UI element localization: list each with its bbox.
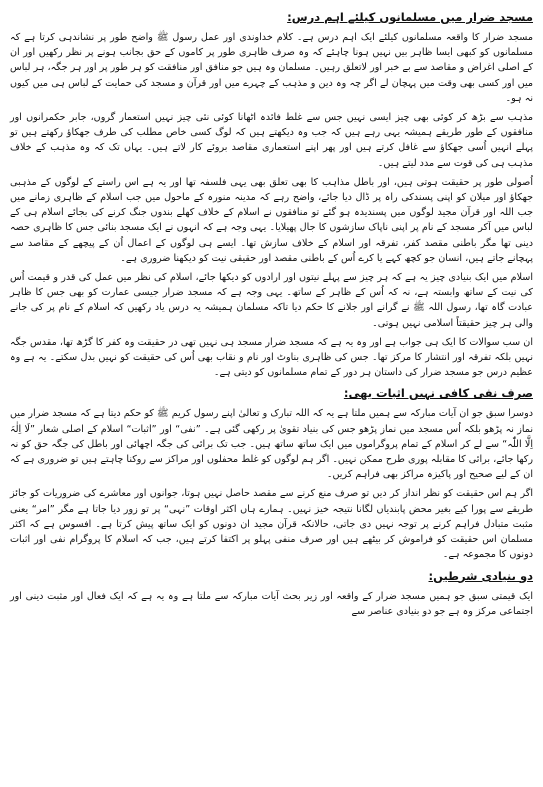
paragraph: دوسرا سبق جو ان آیات مبارکہ سے ہمیں ملتا ہے یہ کہ اللہ تبارک و تعالیٰ اپنے رسول کریم ﷺ کو حکم دیتا ہے کہ مسجد ضرار میں نماز نہ پڑھو بلکہ اُس مسجد میں نماز پڑھو جس کی بنیاد تقویٰ پر رکھی گئی ہے۔ ”نفی“ اور ”اثبات“ اسلام کے اصلی شعار ”لَا اِلٰہَ اِلَّا اللّٰہ“ سے لے کر اسلام کے تمام پروگراموں میں ایک ساتھ ساتھ ہیں۔ جب تک برائی کی جگہ اچھائی اور باطل کی جگہ حق کو نہ رکھا جائے، برائی کا مقابلہ پوری طرح ممکن نہیں۔ اگر ہم لوگوں کو غلط محفلوں اور مراکز سے روکنا چاہتے ہیں تو ضروری ہے کہ ان کے لیے صحیح اور پاکیزہ مراکز بھی فراہم کریں۔ <box>10 408 533 481</box>
paragraph: اُصولی طور پر حقیقت ہوتی ہیں، اور باطل مذاہب کا بھی تعلق بھی یہی فلسفہ تھا اور یہ ہے اس راستے کے لوگوں کے مذہبی جھکاؤ اور میلان کو اپنی پسندکی راہ پر ڈال دیا جائے، واضح رہے کہ مدینہ منورہ کے ماحول میں جب اسلام کے ظاہری زمانے میں جب اللہ اور قرآن مجید لوگوں میں پسندیدہ ہو گئے تو منافقوں نے اسلام کے خلاف کھلے بندوں جنگ کرنے کی بجائے اسلام ہی کے لباس میں آکر مسجد کے نام پر اپنی ناپاک سازشوں کا جال پھیلایا۔ یہی وجہ ہے کہ انہوں نے ایک مسجد بنائی جس کا ظاہری حصہ دینی تھا مگر باطنی مقصد کفر، تفرقہ اور اسلام کے خلاف سازش تھا۔ ایسے ہی لوگوں کے اعمال اُن کے پیچھے کے مقاصد سے پہچانے جاتے ہیں، انسان جو کچھ کہے یا کرے اُس کے باطنی مقصد اور حقیقی نیت کو دیکھنا ضروری ہے۔ <box>10 176 533 264</box>
paragraph: ان سب سوالات کا ایک ہی جواب ہے اور وہ یہ ہے کہ مسجد ضرار مسجد ہی نہیں تھی در حقیقت وہ کفر کا گڑھ تھا، مقدس جگہ نہیں بلکہ تفرقہ اور انتشار کا مرکز تھا۔ جس کی ظاہری بناوٹ اور نام و نقاب بھی اُس کی حقیقت کو نہیں بدل سکتے۔ یہ ہے وہ عظیم درس جو مسجد ضرار کی داستان ہر دور کے تمام مسلمانوں کو دیتی ہے۔ <box>10 336 533 379</box>
paragraph: مذہب سے بڑھ کر کوئی بھی چیز ایسی نہیں جس سے غلط فائدہ اٹھانا کوئی نئی چیز نہیں استعمار گروں، جابر حکمرانوں اور منافقوں کے طور طریقے ہمیشہ یہی رہے ہیں کہ جب وہ دیکھتے ہیں کہ لوگ کسی خاص مطلب کی طرف جھکاؤ رکھتے ہیں تو پہلے انہیں اُسی جھکاؤ سے غافل کرتے ہیں اور پھر اپنے استعماری مقاصد بروئے کار لاتے ہیں۔ یہاں تک کہ وہ مذہب کے خلاف مذہب ہی کی قوت سے مدد لیتے ہیں۔ <box>10 112 533 169</box>
section-heading-do-bunyadi-shartain: دو بنیادی شرطیں: <box>428 568 533 583</box>
paragraph: اسلام میں ایک بنیادی چیز یہ ہے کہ ہر چیز سے پہلے نیتوں اور ارادوں کو دیکھا جائے، اسلام کی نظر میں عمل کی قدر و قیمت اُس کی نیت کے ساتھ وابستہ ہے، نہ کہ اُس کے ظاہر کے ساتھ۔ یہی وجہ ہے کہ مسجد ضرار جیسی عمارت کو بھی جس کا ظاہر عبادت گاہ تھا، رسول اللہ ﷺ نے گرانے اور جلانے کا حکم دیا تاکہ مسلمان ہمیشہ یہ درس یاد رکھیں کہ اسلام کے نام پر کی جانے والی ہر چیز حقیقتاً اسلامی نہیں ہوتی۔ <box>10 272 533 329</box>
section-heading-nafi-isbat: صرف نفی کافی نہیں اثبات بھی: <box>343 386 533 401</box>
paragraph: ایک قیمتی سبق جو ہمیں مسجد ضرار کے واقعہ اور زیر بحث آیات مبارکہ سے ملتا ہے وہ یہ ہے کہ ایک فعال اور مثبت دینی اور اجتماعی مرکز وہ ہے جو دو بنیادی عناصر سے <box>10 590 533 617</box>
section-heading-masjid-zirar: مسجد ضرار میں مسلمانوں کیلئے اہم درس: <box>287 10 533 24</box>
paragraph: مسجد ضرار کا واقعہ مسلمانوں کیلئے ایک اہم درس ہے۔ کلام خداوندی اور عمل رسول ﷺ واضح طور پر نشاندہی کرتا ہے کہ مسلمانوں کو کبھی ایسا ظاہر بیں نہیں ہونا چاہئے کہ وہ صرف ظاہری طور پر کاموں کے حق بجانب ہونے پر نظر رکھیں اور ان کے اصلی اغراض و مقاصد سے بے خبر اور لاتعلق رہیں۔ مسلمان وہ ہیں جو منافق اور منافقت کو ہر طور پر اور ہر جگہ، ہر لباس میں اور کسی بھی وقت میں پہچان لے اگر چہ وہ دین و مذہب کے چہرے میں اور قرآن و مسجد کی حمایت کے لباس ہی میں کیوں نہ ہو۔ <box>10 32 533 104</box>
paragraph: اگر ہم اس حقیقت کو نظر انداز کر دیں تو صرف منع کرنے سے مقصد حاصل نہیں ہوتا، جوانوں اور معاشرے کی ضروریات کو جائز طریقے سے پورا کیے بغیر محض پابندیاں لگانا نتیجہ خیز نہیں۔ ہمارے ہاں اکثر اوقات ”نہی“ پر تو زور دیا جاتا ہے مگر ”امر“ یعنی مثبت متبادل فراہم کرنے پر توجہ نہیں دی جاتی، حالانکہ قرآن مجید ان دونوں کو ایک ساتھ پیش کرتا ہے۔ افسوس ہے کہ اکثر مسلمان اس حقیقت کو فراموش کر بیٹھے ہیں اور صرف منفی پہلو پر اکتفا کرتے ہیں، جب کہ اسلام کا پروگرام نفی اور اثبات دونوں کا مجموعہ ہے۔ <box>10 488 533 561</box>
